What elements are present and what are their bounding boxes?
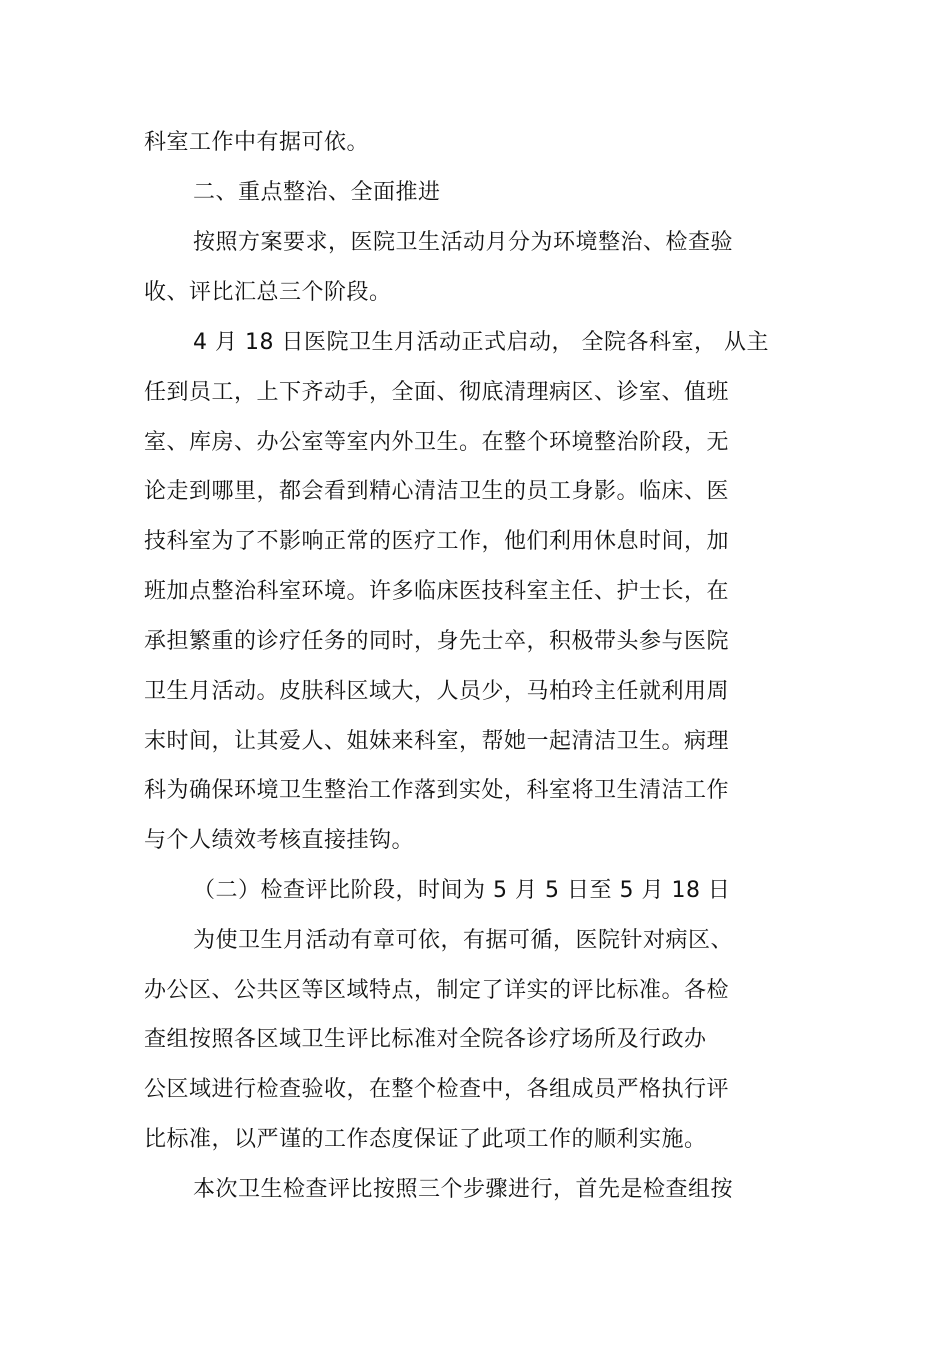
- text-line: 按照方案要求，医院卫生活动月分为环境整治、检查验: [193, 230, 734, 255]
- text-line: 论走到哪里，都会看到精心清洁卫生的员工身影。临床、医: [144, 479, 730, 504]
- text-line: 公区域进行检查验收，在整个检查中，各组成员严格执行评: [144, 1077, 730, 1102]
- subsection-heading: （二）检查评比阶段，时间为 5 月 5 日至 5 月 18 日: [193, 878, 731, 903]
- text-line: 比标准，以严谨的工作态度保证了此项工作的顺利实施。: [144, 1127, 707, 1152]
- text-line: 技科室为了不影响正常的医疗工作，他们利用休息时间，加: [144, 529, 730, 554]
- text-line: 4 月 18 日医院卫生月活动正式启动， 全院各科室， 从主: [193, 330, 769, 355]
- text-line: 末时间，让其爱人、姐妹来科室，帮她一起清洁卫生。病理: [144, 729, 730, 754]
- text-line: 班加点整治科室环境。许多临床医技科室主任、护士长，在: [144, 579, 730, 604]
- text-line: 室、库房、办公室等室内外卫生。在整个环境整治阶段，无: [144, 430, 730, 455]
- text-line: 收、评比汇总三个阶段。: [144, 280, 392, 305]
- text-line: 任到员工，上下齐动手，全面、彻底清理病区、诊室、值班: [144, 380, 730, 405]
- text-line: 科室工作中有据可依。: [144, 130, 370, 155]
- text-line: 与个人绩效考核直接挂钩。: [144, 828, 415, 853]
- text-line: 承担繁重的诊疗任务的同时，身先士卒，积极带头参与医院: [144, 629, 730, 654]
- text-line: 为使卫生月活动有章可依，有据可循，医院针对病区、: [193, 928, 734, 953]
- text-line: 查组按照各区域卫生评比标准对全院各诊疗场所及行政办: [144, 1027, 707, 1052]
- section-heading: 二、重点整治、全面推进: [193, 180, 441, 205]
- text-line: 卫生月活动。皮肤科区域大，人员少，马柏玲主任就利用周: [144, 679, 730, 704]
- text-line: 办公区、公共区等区域特点，制定了详实的评比标准。各检: [144, 978, 730, 1003]
- text-line: 本次卫生检查评比按照三个步骤进行，首先是检查组按: [193, 1177, 734, 1202]
- text-line: 科为确保环境卫生整治工作落到实处，科室将卫生清洁工作: [144, 778, 730, 803]
